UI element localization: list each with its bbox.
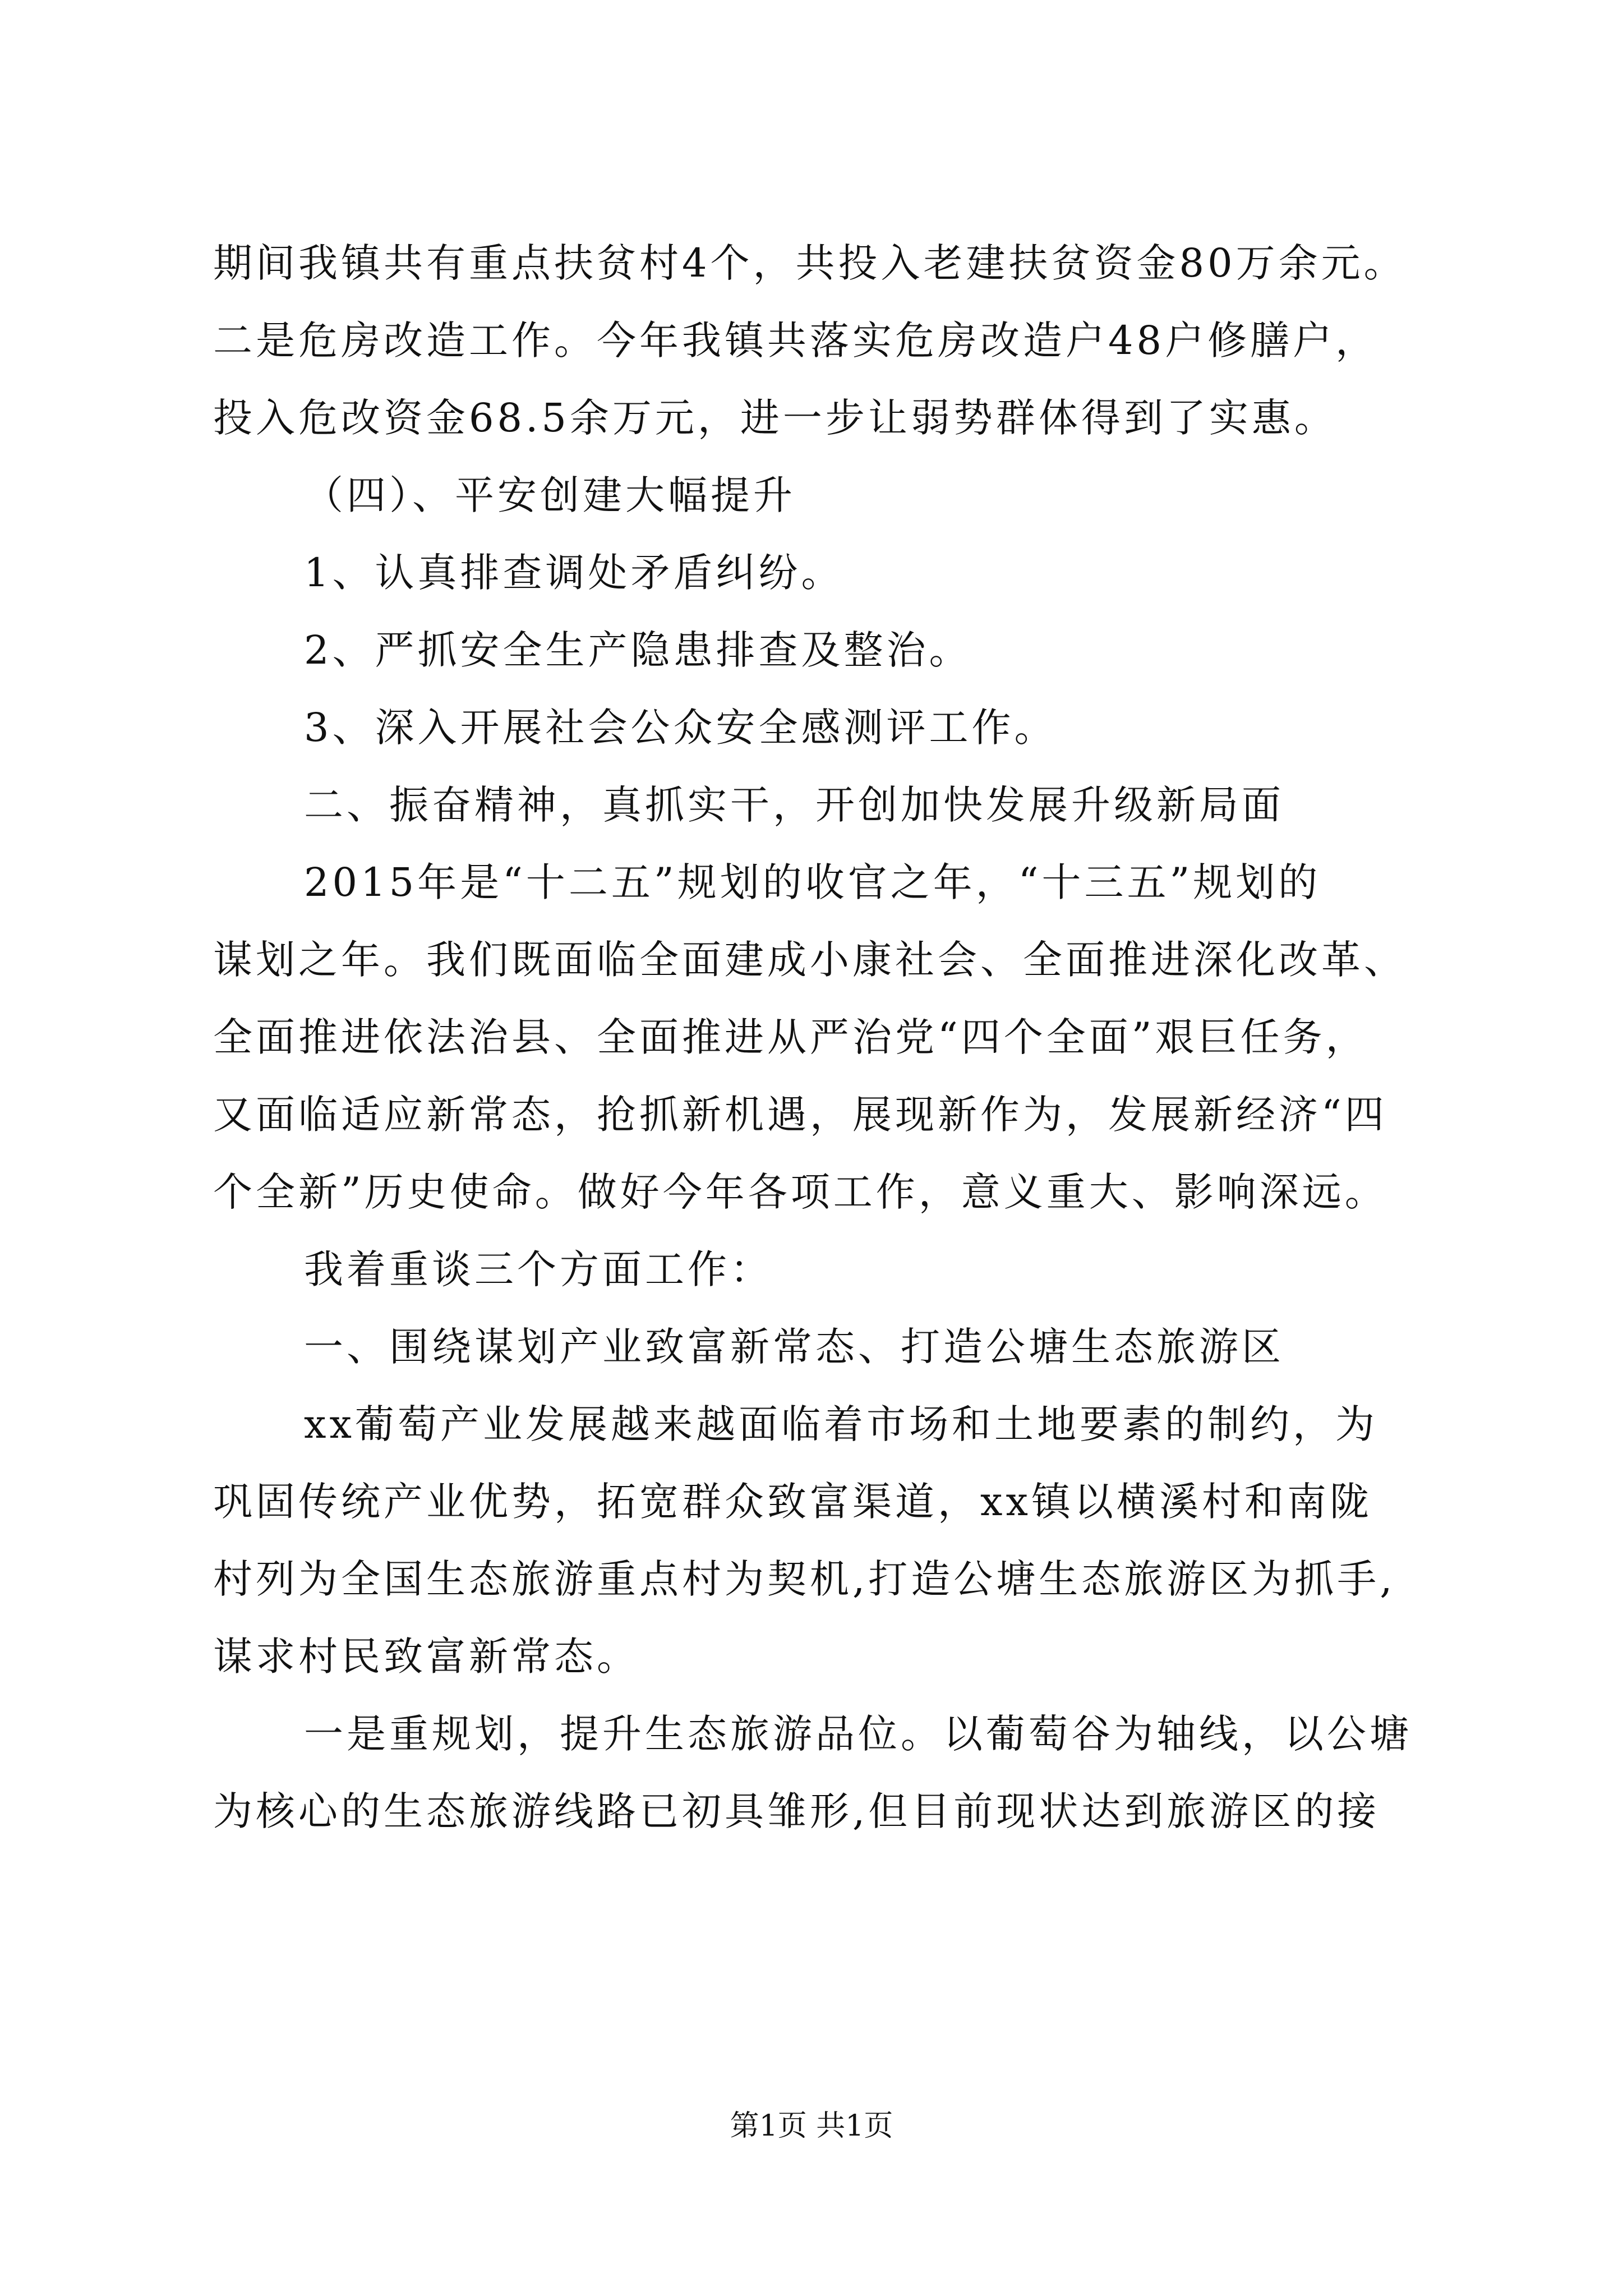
paragraph-line-13: 谋求村民致富新常态。 [213, 1634, 639, 1680]
paragraph-line-7: 又面临适应新常态，抢抓新机遇，展现新作为，发展新经济“四 [213, 1092, 1387, 1138]
paragraph-line-4: 2015年是“十二五”规划的收官之年，“十三五”规划的 [304, 859, 1321, 905]
paragraph-line-15: 为核心的生态旅游线路已初具雏形,但目前现状达到旅游区的接 [213, 1788, 1380, 1834]
paragraph-line-3: 投入危改资金68.5余万元，进一步让弱势群体得到了实惠。 [213, 395, 1337, 441]
paragraph-line-11: 巩固传统产业优势，拓宽群众致富渠道，xx镇以横溪村和南陇 [213, 1479, 1372, 1525]
section-heading-1: 一、围绕谋划产业致富新常态、打造公塘生态旅游区 [304, 1324, 1284, 1370]
paragraph-line-6: 全面推进依法治县、全面推进从严治党“四个全面”艰巨任务， [213, 1014, 1368, 1060]
paragraph-line-5: 谋划之年。我们既面临全面建成小康社会、全面推进深化改革、 [213, 937, 1407, 983]
section-heading-2: 二、振奋精神，真抓实干，开创加快发展升级新局面 [304, 782, 1284, 828]
paragraph-line-1: 期间我镇共有重点扶贫村4个，共投入老建扶贫资金80万余元。 [213, 240, 1407, 286]
list-item-1: 1、认真排查调处矛盾纠纷。 [304, 550, 844, 596]
paragraph-line-2: 二是危房改造工作。今年我镇共落实危房改造户48户修膳户， [213, 318, 1378, 364]
page-number-footer: 第1页 共1页 [730, 2109, 893, 2143]
list-item-2: 2、严抓安全生产隐患排查及整治。 [304, 627, 972, 673]
section-heading-4: （四）、平安创建大幅提升 [304, 472, 796, 518]
paragraph-line-14: 一是重规划，提升生态旅游品位。以葡萄谷为轴线，以公塘 [304, 1711, 1412, 1757]
paragraph-line-12: 村列为全国生态旅游重点村为契机,打造公塘生态旅游区为抓手, [213, 1556, 1396, 1602]
list-item-3: 3、深入开展社会公众安全感测评工作。 [304, 705, 1057, 751]
paragraph-line-9: 我着重谈三个方面工作： [304, 1246, 773, 1292]
paragraph-line-10: xx葡萄产业发展越来越面临着市场和土地要素的制约，为 [304, 1401, 1378, 1447]
paragraph-line-8: 个全新”历史使命。做好今年各项工作，意义重大、影响深远。 [213, 1169, 1387, 1215]
